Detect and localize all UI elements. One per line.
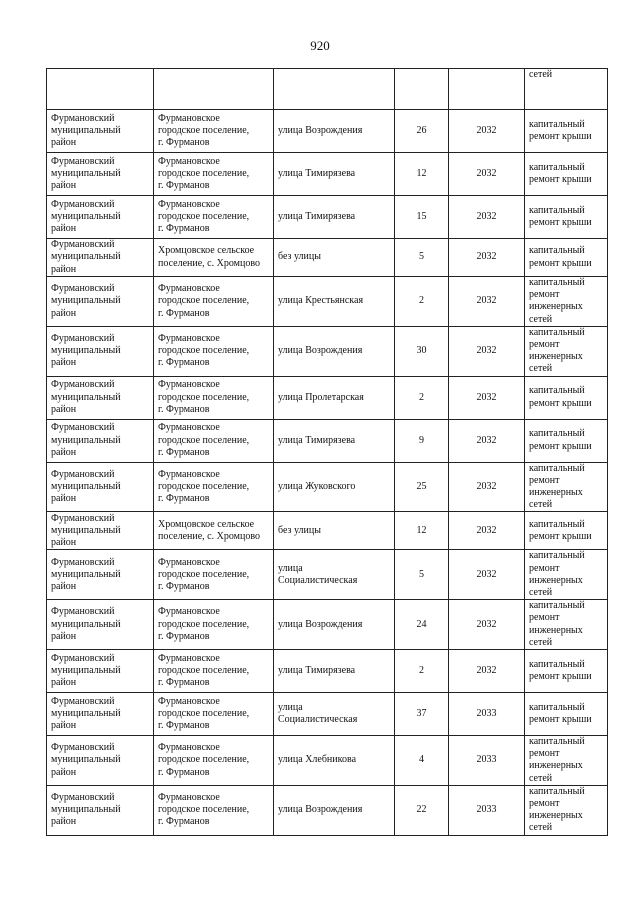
cell-settlement: Фурмановское городское поселение, г. Фурманов [154,600,274,650]
cell-year [449,69,525,110]
cell-work: капитальный ремонт крыши [525,153,608,196]
cell-settlement: Фурмановское городское поселение, г. Фурманов [154,196,274,239]
page-number: 920 [310,38,330,53]
cell-year: 2033 [449,785,525,835]
cell-house: 9 [395,419,449,462]
cell-house: 2 [395,376,449,419]
cell-house [395,69,449,110]
table-row [47,239,608,277]
cell-year: 2032 [449,196,525,239]
cell-settlement [154,69,274,110]
cell-settlement: Фурмановское городское поселение, г. Фурманов [154,277,274,327]
cell-street: улица Тимирязева [274,650,395,693]
cell-work: капитальный ремонт крыши [525,693,608,736]
cell-district: Фурмановский муниципальный район [47,650,154,693]
cell-district: Фурмановский муниципальный район [47,326,154,376]
cell-street: без улицы [274,239,395,277]
cell-street: улица Тимирязева [274,196,395,239]
cell-work: капитальный ремонт крыши [525,196,608,239]
cell-district: Фурмановский муниципальный район [47,462,154,512]
table-row [47,650,608,693]
cell-settlement: Фурмановское городское поселение, г. Фурманов [154,693,274,736]
cell-year: 2032 [449,650,525,693]
cell-house: 37 [395,693,449,736]
cell-settlement: Фурмановское городское поселение, г. Фурманов [154,153,274,196]
cell-district: Фурмановский муниципальный район [47,693,154,736]
continued-row [47,69,608,110]
cell-house: 12 [395,512,449,550]
cell-district: Фурмановский муниципальный район [47,512,154,550]
cell-street: улица Возрождения [274,600,395,650]
table-row [47,277,608,327]
table-row [47,153,608,196]
cell-district: Фурмановский муниципальный район [47,600,154,650]
table-row [47,462,608,512]
cell-street: улица Хлебникова [274,736,395,786]
cell-year: 2032 [449,277,525,327]
cell-district: Фурмановский муниципальный район [47,376,154,419]
cell-house: 15 [395,196,449,239]
cell-house: 25 [395,462,449,512]
cell-settlement: Фурмановское городское поселение, г. Фурманов [154,650,274,693]
cell-house: 30 [395,326,449,376]
cell-work: капитальный ремонт крыши [525,650,608,693]
cell-house: 2 [395,277,449,327]
cell-settlement: Фурмановское городское поселение, г. Фурманов [154,419,274,462]
cell-district [47,69,154,110]
table-row [47,600,608,650]
cell-street: улица Тимирязева [274,153,395,196]
table-row [47,785,608,835]
cell-street: улица Возрождения [274,785,395,835]
table-row [47,736,608,786]
cell-year: 2032 [449,462,525,512]
cell-work: капитальный ремонт инженерных сетей [525,785,608,835]
cell-house: 26 [395,110,449,153]
cell-district: Фурмановский муниципальный район [47,785,154,835]
table-body [47,69,608,836]
cell-street: без улицы [274,512,395,550]
table-row [47,693,608,736]
cell-work: сетей [525,69,608,110]
cell-work: капитальный ремонт крыши [525,512,608,550]
cell-year: 2032 [449,239,525,277]
housing-repair-table [46,68,608,836]
cell-settlement: Фурмановское городское поселение, г. Фурманов [154,462,274,512]
cell-district: Фурмановский муниципальный район [47,239,154,277]
cell-work: капитальный ремонт крыши [525,110,608,153]
cell-street: улица Пролетарская [274,376,395,419]
cell-year: 2032 [449,376,525,419]
cell-district: Фурмановский муниципальный район [47,550,154,600]
cell-settlement: Фурмановское городское поселение, г. Фурманов [154,550,274,600]
cell-settlement: Фурмановское городское поселение, г. Фурманов [154,110,274,153]
cell-house: 2 [395,650,449,693]
cell-year: 2032 [449,326,525,376]
cell-settlement: Фурмановское городское поселение, г. Фурманов [154,785,274,835]
cell-house: 4 [395,736,449,786]
cell-work: капитальный ремонт крыши [525,239,608,277]
table-row [47,110,608,153]
cell-year: 2032 [449,600,525,650]
cell-street: улица Жуковского [274,462,395,512]
cell-district: Фурмановский муниципальный район [47,110,154,153]
cell-settlement: Фурмановское городское поселение, г. Фурманов [154,326,274,376]
cell-year: 2032 [449,419,525,462]
cell-settlement: Хромцовское сельское поселение, с. Хромцово [154,512,274,550]
cell-settlement: Фурмановское городское поселение, г. Фурманов [154,376,274,419]
cell-house: 24 [395,600,449,650]
cell-street: улица Социалистическая [274,550,395,600]
cell-district: Фурмановский муниципальный район [47,419,154,462]
cell-settlement: Фурмановское городское поселение, г. Фурманов [154,736,274,786]
cell-district: Фурмановский муниципальный район [47,196,154,239]
cell-house: 5 [395,239,449,277]
table-row [47,419,608,462]
cell-work: капитальный ремонт крыши [525,376,608,419]
cell-year: 2032 [449,153,525,196]
cell-house: 22 [395,785,449,835]
cell-district: Фурмановский муниципальный район [47,277,154,327]
cell-work: капитальный ремонт инженерных сетей [525,326,608,376]
cell-year: 2032 [449,550,525,600]
table-row [47,512,608,550]
cell-street [274,69,395,110]
cell-work: капитальный ремонт крыши [525,419,608,462]
cell-work: капитальный ремонт инженерных сетей [525,550,608,600]
cell-work: капитальный ремонт инженерных сетей [525,736,608,786]
cell-year: 2032 [449,512,525,550]
cell-work: капитальный ремонт инженерных сетей [525,600,608,650]
cell-street: улица Возрождения [274,110,395,153]
cell-house: 12 [395,153,449,196]
table-row [47,550,608,600]
cell-house: 5 [395,550,449,600]
cell-year: 2033 [449,736,525,786]
table-row [47,376,608,419]
cell-street: улица Возрождения [274,326,395,376]
table-row [47,326,608,376]
cell-work: капитальный ремонт инженерных сетей [525,277,608,327]
cell-street: улица Тимирязева [274,419,395,462]
cell-year: 2033 [449,693,525,736]
cell-year: 2032 [449,110,525,153]
cell-work: капитальный ремонт инженерных сетей [525,462,608,512]
cell-street: улица Социалистическая [274,693,395,736]
cell-settlement: Хромцовское сельское поселение, с. Хромцово [154,239,274,277]
cell-district: Фурмановский муниципальный район [47,736,154,786]
table-row [47,196,608,239]
cell-street: улица Крестьянская [274,277,395,327]
cell-district: Фурмановский муниципальный район [47,153,154,196]
